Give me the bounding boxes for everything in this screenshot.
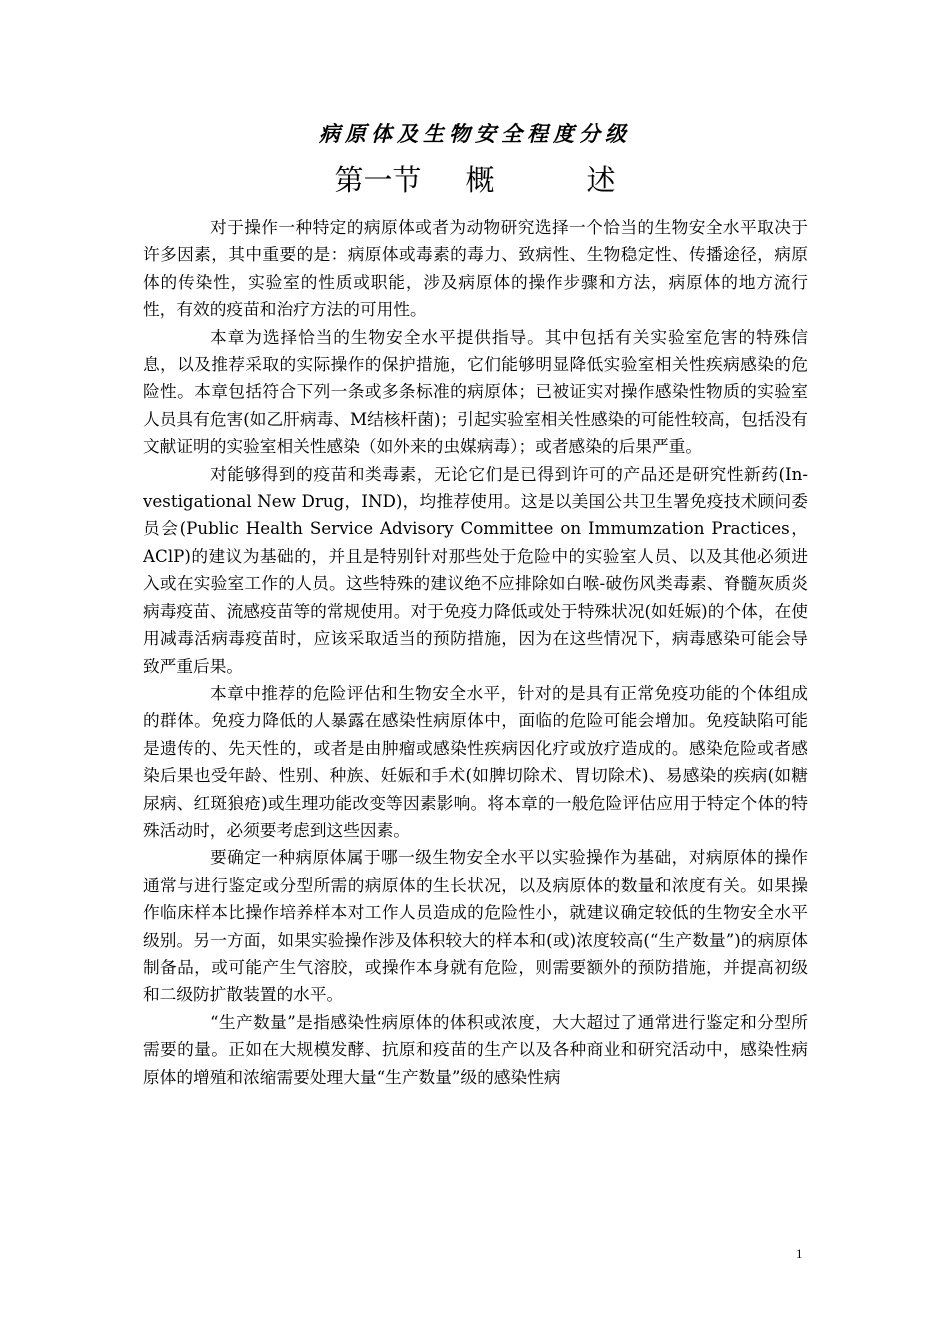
paragraph-4: 本章中推荐的危险评估和生物安全水平，针对的是具有正常免疫功能的个体组成的群体。免疫力降低的人暴露在感染性病原体中，面临的危险可能会增加。免疫缺陷可能是遗传的、先天性的，或者是由肿瘤或感染性疾病因化疗或放疗造成的。感染危险或者感染后果也受年龄、性别、种族、妊娠和手术(如脾切除术、胃切除术)、易感染的疾病(如糖尿病、红斑狼疮)或生理功能改变等因素影响。将本章的一般危险评估应用于特定个体的特殊活动时，必须要考虑到这些因素。 [143,682,808,840]
page-number: 1 [796,1246,803,1261]
paragraph-5: 要确定一种病原体属于哪一级生物安全水平以实验操作为基础，对病原体的操作通常与进行鉴定或分型所需的病原体的生长状况，以及病原体的数量和浓度有关。如果操作临床样本比操作培养样本对工作人员造成的危险性小，就建议确定较低的生物安全水平级别。另一方面，如果实验操作涉及体积较大的样本和(或)浓度较高(“生产数量”)的病原体制备品，或可能产生气溶胶，或操作本身就有危险，则需要额外的预防措施，并提高初级和二级防扩散装置的水平。 [143,847,808,1005]
document-title: 病原体及生物安全程度分级 [319,122,631,146]
paragraph-2: 本章为选择恰当的生物安全水平提供指导。其中包括有关实验室危害的特殊信息，以及推荐采取的实际操作的保护措施，它们能够明显降低实验室相关性疾病感染的危险性。本章包括符合下列一条或多条标准的病原体；已被证实对操作感染性物质的实验室人员具有危害(如乙肝病毒、M结核杆菌)；引起实验室相关性感染的可能性较高，包括没有文献证明的实验室相关性感染（如外来的虫媒病毒）；或者感染的后果严重。 [143,326,808,457]
document-body [143,214,808,1091]
paragraph-6: “生产数量”是指感染性病原体的体积或浓度，大大超过了通常进行鉴定和分型所需要的量。正如在大规模发酵、抗原和疫苗的生产以及各种商业和研究活动中，感染性病原体的增殖和浓缩需要处理大量“生产数量”级的感染性病 [143,1011,808,1087]
section-title-char-1: 概 [465,163,495,197]
paragraph-3: 对能够得到的疫苗和类毒素，无论它们是已得到许可的产品还是研究性新药(In-vestigational New Drug，IND)，均推荐使用。这是以美国公共卫生署免疫技术顾问委员会(Public Health Service Advisory Committee on Immumzation Practices，AClP)的建议为基础的，并且是特别针对那些处于危险中的实验室人员、以及其他必须进入或在实验室工作的人员。这些特殊的建议绝不应排除如白喉-破伤风类毒素、脊髓灰质炎病毒疫苗、流感疫苗等的常规使用。对于免疫力降低或处于特殊状况(如妊娠)的个体，在使用减毒活病毒疫苗时，应该采取适当的预防措施，因为在这些情况下，病毒感染可能会导致严重后果。 [143,463,808,676]
section-title-char-2: 述 [586,163,616,197]
section-heading [0,158,950,202]
paragraph-1: 对于操作一种特定的病原体或者为动物研究选择一个恰当的生物安全水平取决于许多因素，其中重要的是：病原体或毒素的毒力、致病性、生物稳定性、传播途径，病原体的传染性，实验室的性质或职能，涉及病原体的操作步骤和方法，病原体的地方流行性，有效的疫苗和治疗方法的可用性。 [143,217,808,320]
section-number: 第一节 [334,163,422,197]
